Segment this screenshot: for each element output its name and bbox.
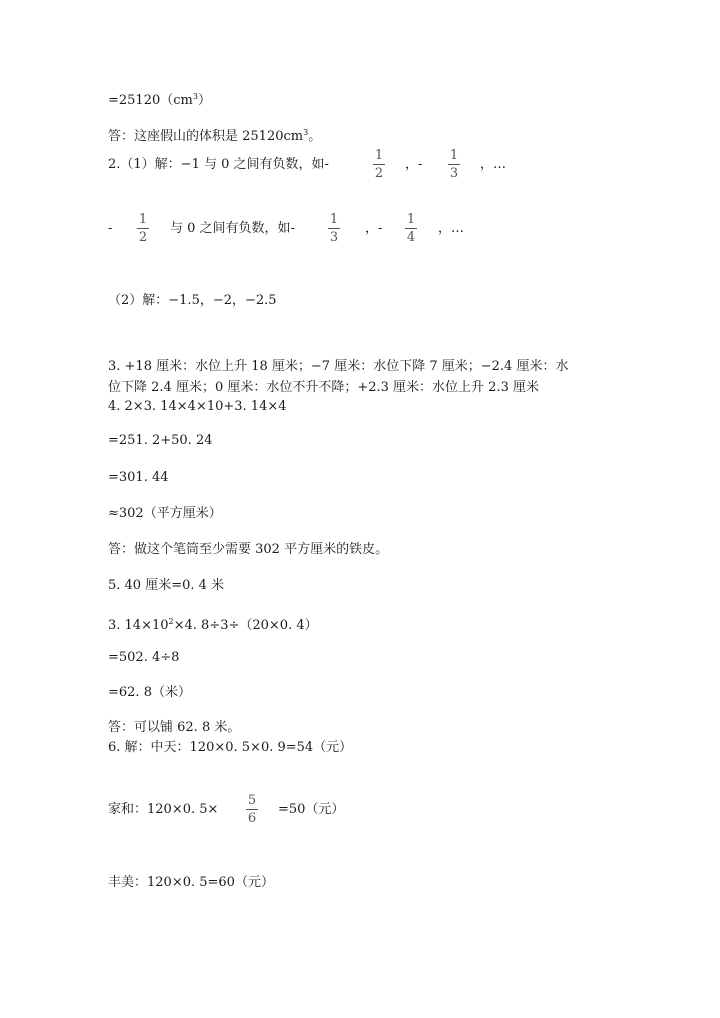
fraction-one-third <box>327 213 341 245</box>
jiahe-text: 家和：120×0. 5× <box>108 802 219 817</box>
ellipsis: ，… <box>438 221 465 236</box>
calc-step-3: =502. 4÷8 <box>108 650 180 665</box>
fraction-one-quarter <box>404 213 418 245</box>
denominator: 2 <box>374 166 384 181</box>
denominator: 4 <box>406 230 416 245</box>
fraction-five-sixths <box>245 794 259 826</box>
question-6-zhongtian: 6. 解：中天：120×0. 5×0. 9=54（元） <box>108 740 353 755</box>
minus-sign: - <box>108 221 113 236</box>
closing-paren: ） <box>197 93 211 108</box>
jiahe-result: =50（元） <box>278 802 345 817</box>
separator: ，- <box>365 221 383 236</box>
answer-pen-holder: 答：做这个笔筒至少需要 302 平方厘米的铁皮。 <box>108 542 389 557</box>
denominator: 2 <box>138 230 148 245</box>
fraction-one-half <box>136 213 150 245</box>
period: 。 <box>308 129 322 144</box>
calc-step-4: =62. 8（米） <box>108 685 191 700</box>
numerator: 1 <box>449 148 459 163</box>
question-5-conversion: 5. 40 厘米=0. 4 米 <box>108 578 225 593</box>
q2-text: 2.（1）解：−1 与 0 之间有负数，如- <box>108 157 329 172</box>
fraction-bar <box>137 228 149 229</box>
fraction-bar <box>328 228 340 229</box>
separator: ，- <box>405 157 423 172</box>
calc-step-1: =251. 2+50. 24 <box>108 433 213 448</box>
fraction-one-half <box>372 149 386 181</box>
numerator: 1 <box>374 148 384 163</box>
answer-text: 答：这座假山的体积是 25120cm <box>108 129 304 144</box>
fraction-bar <box>373 164 385 165</box>
calc-result: ≈302（平方厘米） <box>108 506 222 521</box>
expr-start: 3. 14×10 <box>108 618 169 633</box>
question-6-fengmei: 丰美：120×0. 5=60（元） <box>108 875 274 890</box>
question-3-line-a: 3. +18 厘米：水位上升 18 厘米；−7 厘米：水位下降 7 厘米；−2.4 厘米：水 <box>108 359 569 374</box>
numerator: 1 <box>138 212 148 227</box>
numerator: 5 <box>247 793 257 808</box>
exponent: 2 <box>168 617 174 626</box>
question-3-line-b: 位下降 2.4 厘米；0 厘米：水位不升不降；+2.3 厘米：水位上升 2.3 厘米 <box>108 380 539 395</box>
numerator: 1 <box>329 212 339 227</box>
volume-value: =25120（cm <box>108 93 193 108</box>
fraction-one-third <box>447 149 461 181</box>
question-2-part-2-line: （2）解：−1.5，−2，−2.5 <box>108 293 277 308</box>
fraction-bar <box>405 228 417 229</box>
question-4-expression: 4. 2×3. 14×4×10+3. 14×4 <box>108 399 287 414</box>
denominator: 3 <box>329 230 339 245</box>
calc-step-2: =301. 44 <box>108 470 169 485</box>
fraction-bar <box>448 164 460 165</box>
volume-result-line <box>108 88 211 110</box>
exponent: 3 <box>192 92 198 101</box>
q2-text: 与 0 之间有负数，如- <box>170 221 295 236</box>
denominator: 6 <box>247 811 257 826</box>
answer-length: 答：可以铺 62. 8 米。 <box>108 720 241 735</box>
expr-end: ×4. 8÷3÷（20×0. 4） <box>173 618 318 633</box>
fraction-bar <box>246 809 258 810</box>
exponent: 3 <box>303 128 309 137</box>
answer-volume-line <box>108 124 321 146</box>
denominator: 3 <box>449 166 459 181</box>
ellipsis: ，… <box>480 157 507 172</box>
numerator: 1 <box>406 212 416 227</box>
question-5-expression <box>108 613 318 635</box>
